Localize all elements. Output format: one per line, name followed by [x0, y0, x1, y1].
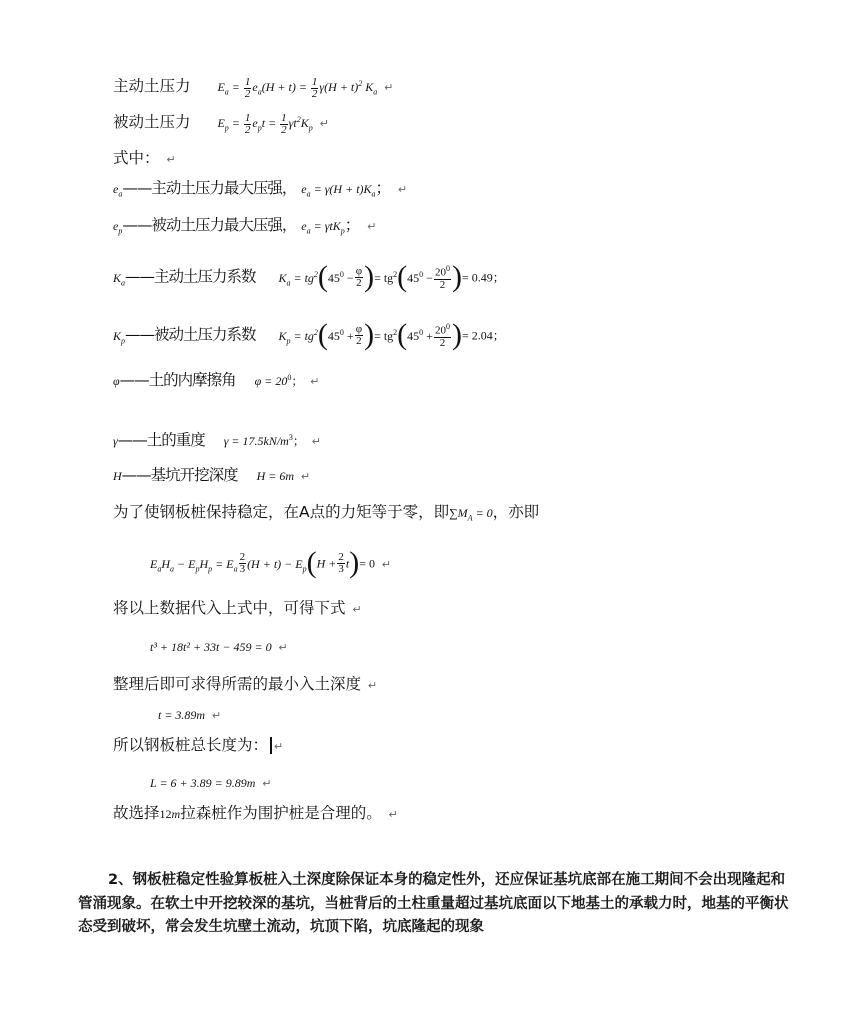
text-cursor: [270, 737, 272, 754]
t-value-line: t = 3.89m ↵: [158, 708, 222, 722]
where-line: 式中： ↵: [113, 149, 176, 167]
moment-line: 为了使钢板桩保持稳定，在A点的力矩等于零，即$\sum M_A = 0$，亦即: [113, 503, 540, 523]
ep-formula: $E_p$ = $\frac{1}{2}$ $e_pt$ = $\frac{1}{2}$ $\gamma t^2K_p$: [217, 111, 313, 136]
ka-definition: $K_a——$主动土压力系数 $K_a = tg^2(45^0$ − $\frac{\varphi}{2}$ )= $tg^2(45^0$ − $\frac{20^0}{2}$ )= 0.49；: [113, 260, 505, 293]
passive-pressure-line: 被动土压力 $E_p$ = $\frac{1}{2}$ $e_pt$ = $\frac{1}{2}$ $\gamma t^2K_p$ ↵: [113, 111, 329, 136]
active-pressure-label: 主动土压力: [113, 77, 191, 95]
choose-line: 故选择12m拉森桩作为围护桩是合理的。 ↵: [113, 804, 398, 822]
phi-value: φ = 20: [254, 374, 288, 388]
passive-pressure-label: 被动土压力: [113, 113, 191, 131]
substitute-line: 将以上数据代入上式中，可得下式 ↵: [113, 599, 362, 617]
moment-equation: $E_aH_a - E_pH_p = E_a$ $\frac{2}{3}$ $(H + t) - E_p(H$ + $\frac{2}{3}$ t)= 0 ↵: [150, 546, 392, 579]
gamma-value: γ = 17.5kN/m: [223, 434, 289, 448]
ka-value: = 0.49；: [461, 270, 505, 285]
kp-definition: $K_p——$被动土压力系数 $K_p = tg^2(45^0$ + $\frac{\varphi}{2}$ )= $tg^2(45^0$ + $\frac{20^0}{2}$ )= 2.04；: [113, 318, 505, 351]
active-pressure-line: [113, 74, 393, 102]
gamma-definition: γ——土的重度 $\gamma = 17.5kN/m^3$； ↵: [113, 431, 322, 449]
h-definition: H——基坑开挖深度 H = 6m ↵: [113, 466, 311, 484]
total-length-line: 所以钢板桩总长度为： ↵: [113, 736, 284, 754]
ep-definition: $e_p——$被动土压力最大压强， $e_a = \gamma tK_p$； ↵: [113, 216, 377, 236]
after-line: 整理后即可求得所需的最小入土深度 ↵: [113, 675, 378, 693]
ea-formula: $E_a$ = $\frac{1}{2}$ $e_a(H + t)$ = $\frac{1}{2}$ $\gamma(H + t)^2$ $K_a$: [217, 75, 378, 100]
where-label: 式中：: [113, 149, 160, 167]
ea-definition: $e_a——$主动土压力最大压强， $e_a = \gamma(H + t)K_a$； ↵: [113, 179, 408, 199]
cubic-equation: t³ + 18t² + 33t − 459 = 0 ↵: [150, 640, 288, 654]
kp-value: = 2.04；: [461, 328, 505, 343]
h-value: H = 6m: [256, 469, 295, 483]
return-mark: ↵: [384, 82, 394, 94]
stability-paragraph: 2、钢板桩稳定性验算板桩入土深度除保证本身的稳定性外，还应保证基坑底部在施工期间不会出现隆起和管涌现象。在软土中开挖较深的基坑，当桩背后的土柱重量超过基坑底面以下地基土的承载力时，地基的平衡状态受到破坏，常会发生坑壁土流动，坑顶下陷，坑底隆起的现象: [78, 872, 789, 935]
phi-definition: φ——土的内摩擦角 $\varphi = 20^0$； ↵: [113, 371, 320, 389]
l-value-line: L = 6 + 3.89 = 9.89m ↵: [150, 776, 272, 790]
